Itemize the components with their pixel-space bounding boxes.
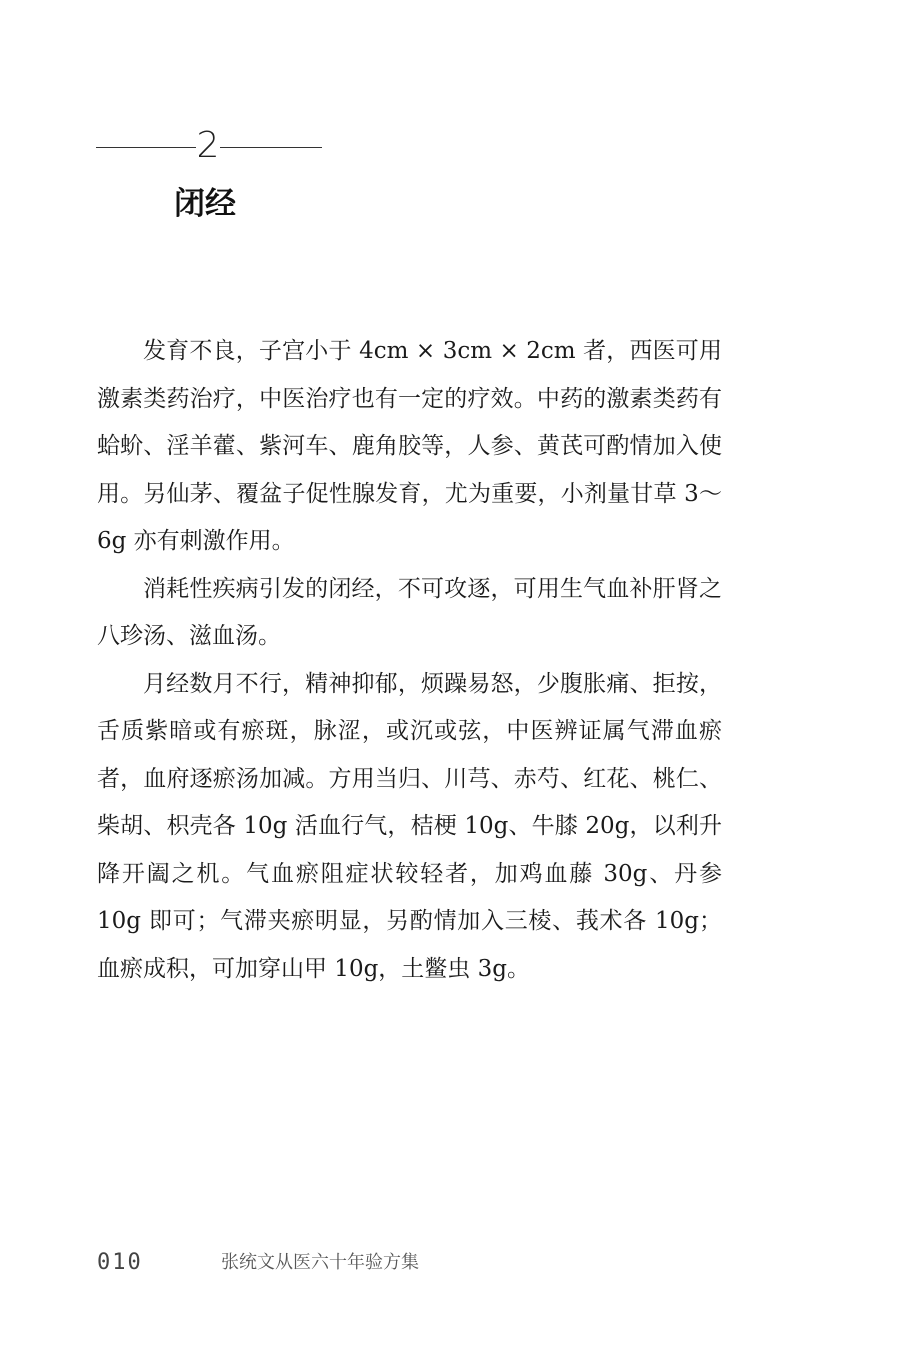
body-text [97,328,722,993]
paragraph-3: 月经数月不行，精神抑郁，烦躁易怒，少腹胀痛、拒按，舌质紫暗或有瘀斑，脉涩，或沉或弦，中医辨证属气滞血瘀者，血府逐瘀汤加减。方用当归、川芎、赤芍、红花、桃仁、柴胡、枳壳各 10g 活血行气，桔梗 10g、牛膝 20g，以利升降开阖之机。气血瘀阻症状较轻者，加鸡血藤 30g、丹参 10g 即可；气滞夹瘀明显，另酌情加入三棱、莪术各 10g；血瘀成积，可加穿山甲 10g，土鳖虫 3g。 [97,670,722,982]
chapter-number: 2 [196,125,220,166]
chapter-marker [96,125,322,168]
page-footer [97,1248,797,1278]
chapter-title: 闭经 [174,186,236,222]
page-number: 010 [97,1250,143,1275]
paragraph-1: 发育不良，子宫小于 4cm × 3cm × 2cm 者，西医可用激素类药治疗，中医治疗也有一定的疗效。中药的激素类药有蛤蚧、淫羊藿、紫河车、鹿角胶等，人参、黄芪可酌情加入使用。另仙茅、覆盆子促性腺发育，尤为重要，小剂量甘草 3～6g 亦有刺激作用。 [97,338,722,554]
chapter-rule-left [96,147,196,148]
chapter-rule-right [220,147,322,148]
running-book-title: 张统文从医六十年验方集 [221,1252,419,1273]
paragraph-2: 消耗性疾病引发的闭经，不可攻逐，可用生气血补肝肾之八珍汤、滋血汤。 [97,575,722,649]
